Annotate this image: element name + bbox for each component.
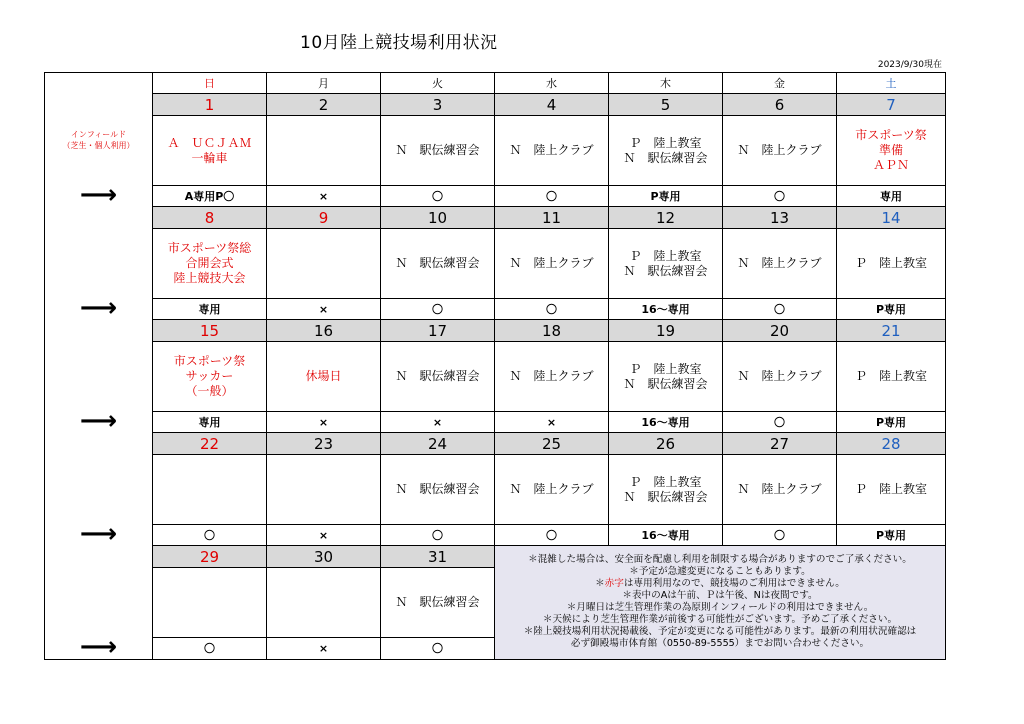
infield-status: 〇 bbox=[381, 186, 495, 207]
day-number: 29 bbox=[153, 546, 267, 568]
side-cell bbox=[45, 342, 153, 412]
activity-cell bbox=[267, 229, 381, 299]
infield-status: 専用 bbox=[153, 299, 267, 320]
note-text: ＊表中のAは午前、Ｐは午後、Nは夜間です。 bbox=[622, 590, 818, 602]
note-text: ＊予定が急遽変更になることもあります。 bbox=[629, 566, 811, 578]
activity-line: Ｎ 駅伝練習会 bbox=[623, 489, 708, 504]
activity-cell bbox=[609, 116, 723, 186]
weekday-header: 日 bbox=[153, 73, 267, 94]
activity-cell bbox=[495, 229, 609, 299]
activity-line: Ｎ 陸上クラブ bbox=[509, 256, 594, 270]
weekday-header: 月 bbox=[267, 73, 381, 94]
activity-line: 市スポーツ祭 bbox=[173, 354, 246, 368]
activity-line: 市スポーツ祭 bbox=[855, 128, 927, 142]
activity-line: サッカー bbox=[185, 369, 234, 383]
activity-cell bbox=[267, 568, 381, 638]
infield-status: × bbox=[267, 299, 381, 320]
infield-status: 専用 bbox=[153, 412, 267, 433]
side-cell bbox=[45, 455, 153, 525]
right-arrow-icon: ⟶ bbox=[79, 185, 118, 207]
day-number: 3 bbox=[381, 94, 495, 116]
day-number: 2 bbox=[267, 94, 381, 116]
note-line bbox=[499, 626, 941, 638]
activity-line: Ｎ 駅伝練習会 bbox=[623, 150, 708, 165]
right-arrow-icon: ⟶ bbox=[79, 637, 118, 659]
activity-line: Ｎ 駅伝練習会 bbox=[395, 256, 480, 270]
infield-status: 16～専用 bbox=[609, 299, 723, 320]
side-cell bbox=[45, 320, 153, 342]
activity-line: Ｐ 陸上教室 bbox=[629, 248, 702, 263]
activity-line: Ｎ 陸上クラブ bbox=[737, 369, 822, 383]
activity-line: Ｐ 陸上教室 bbox=[629, 361, 702, 376]
side-cell bbox=[45, 568, 153, 638]
infield-status: P専用 bbox=[609, 186, 723, 207]
activity-line: （一般） bbox=[185, 384, 234, 398]
infield-label: インフィールド bbox=[70, 129, 127, 139]
note-highlight: 赤字 bbox=[604, 578, 624, 590]
activity-cell bbox=[495, 455, 609, 525]
activity-cell bbox=[381, 342, 495, 412]
day-number: 25 bbox=[495, 433, 609, 455]
right-arrow-icon: ⟶ bbox=[79, 298, 118, 320]
activity-cell bbox=[267, 455, 381, 525]
activity-line: Ｎ 陸上クラブ bbox=[737, 256, 822, 270]
day-number: 16 bbox=[267, 320, 381, 342]
day-number: 21 bbox=[837, 320, 946, 342]
activity-cell bbox=[723, 116, 837, 186]
page-title: 10月陸上競技場利用状況 bbox=[300, 33, 498, 53]
arrow-cell bbox=[45, 412, 153, 433]
activity-cell bbox=[381, 455, 495, 525]
day-number: 17 bbox=[381, 320, 495, 342]
activity-line: 準備 bbox=[878, 143, 903, 157]
right-arrow-icon: ⟶ bbox=[79, 411, 118, 433]
weekday-header: 水 bbox=[495, 73, 609, 94]
activity-cell bbox=[837, 342, 946, 412]
activity-line: Ｎ 陸上クラブ bbox=[737, 482, 822, 496]
activity-cell bbox=[609, 229, 723, 299]
note-line bbox=[499, 554, 941, 566]
day-number: 8 bbox=[153, 207, 267, 229]
activity-line: 一輪車 bbox=[191, 150, 228, 165]
activity-cell bbox=[153, 455, 267, 525]
infield-status: 〇 bbox=[153, 638, 267, 660]
activity-cell bbox=[609, 342, 723, 412]
activity-cell bbox=[381, 229, 495, 299]
infield-status: 〇 bbox=[723, 412, 837, 433]
infield-status: × bbox=[267, 638, 381, 660]
note-line bbox=[499, 614, 941, 626]
infield-status: 〇 bbox=[495, 299, 609, 320]
note-text: ＊天候により芝生管理作業が前後する可能性がございます。予めご了承ください。 bbox=[542, 614, 898, 626]
day-number: 28 bbox=[837, 433, 946, 455]
infield-status: × bbox=[495, 412, 609, 433]
activity-line: Ｎ 陸上クラブ bbox=[509, 369, 594, 383]
activity-line: 合開会式 bbox=[185, 256, 234, 270]
activity-line: Ｐ 陸上教室 bbox=[854, 482, 927, 496]
infield-status: P専用 bbox=[837, 412, 946, 433]
day-number: 18 bbox=[495, 320, 609, 342]
right-arrow-icon: ⟶ bbox=[79, 524, 118, 546]
activity-cell bbox=[495, 116, 609, 186]
activity-cell bbox=[381, 568, 495, 638]
activity-cell bbox=[153, 342, 267, 412]
note-text: は専用利用なので、競技場のご利用はできません。 bbox=[623, 578, 845, 590]
activity-cell bbox=[495, 342, 609, 412]
day-number: 11 bbox=[495, 207, 609, 229]
activity-line: Ｐ 陸上教室 bbox=[854, 369, 927, 383]
side-cell bbox=[45, 546, 153, 568]
infield-status: P専用 bbox=[837, 299, 946, 320]
note-line bbox=[499, 638, 941, 650]
weekday-header: 火 bbox=[381, 73, 495, 94]
side-cell bbox=[45, 433, 153, 455]
note-text: ＊月曜日は芝生管理作業の為原則インフィールドの利用はできません。 bbox=[566, 602, 874, 614]
day-number: 6 bbox=[723, 94, 837, 116]
activity-line: Ｐ 陸上教室 bbox=[854, 256, 927, 270]
activity-line: Ｎ 駅伝練習会 bbox=[395, 369, 480, 383]
arrow-cell bbox=[45, 638, 153, 660]
activity-line: Ｎ 駅伝練習会 bbox=[623, 263, 708, 278]
activity-cell bbox=[267, 116, 381, 186]
day-number: 27 bbox=[723, 433, 837, 455]
day-number: 19 bbox=[609, 320, 723, 342]
activity-cell bbox=[609, 455, 723, 525]
infield-status: A専用P〇 bbox=[153, 186, 267, 207]
infield-status: 専用 bbox=[837, 186, 946, 207]
day-number: 9 bbox=[267, 207, 381, 229]
activity-line: ＡＰＮ bbox=[872, 158, 909, 172]
infield-status: × bbox=[267, 186, 381, 207]
activity-line: Ｎ 陸上クラブ bbox=[509, 143, 594, 157]
day-number: 1 bbox=[153, 94, 267, 116]
infield-status: 〇 bbox=[381, 525, 495, 546]
weekday-header: 土 bbox=[837, 73, 946, 94]
activity-line: Ｎ 駅伝練習会 bbox=[395, 595, 480, 609]
activity-line: Ｐ 陸上教室 bbox=[629, 474, 702, 489]
activity-cell bbox=[723, 342, 837, 412]
activity-cell bbox=[267, 342, 381, 412]
day-number: 12 bbox=[609, 207, 723, 229]
activity-line: Ｐ 陸上教室 bbox=[629, 135, 702, 150]
calendar-table bbox=[44, 72, 946, 660]
day-number: 30 bbox=[267, 546, 381, 568]
infield-status: 〇 bbox=[495, 186, 609, 207]
arrow-cell bbox=[45, 525, 153, 546]
day-number: 7 bbox=[837, 94, 946, 116]
activity-line: Ｎ 陸上クラブ bbox=[737, 143, 822, 157]
activity-line: Ｎ 駅伝練習会 bbox=[395, 143, 480, 157]
day-number: 10 bbox=[381, 207, 495, 229]
as-of-date: 2023/9/30現在 bbox=[877, 60, 942, 70]
infield-status: 〇 bbox=[723, 525, 837, 546]
infield-status: 〇 bbox=[723, 299, 837, 320]
day-number: 14 bbox=[837, 207, 946, 229]
activity-line: Ｎ 陸上クラブ bbox=[509, 482, 594, 496]
note-text: ＊ bbox=[595, 578, 605, 590]
side-cell bbox=[45, 207, 153, 229]
activity-cell bbox=[723, 229, 837, 299]
notes-box bbox=[495, 546, 946, 660]
day-number: 24 bbox=[381, 433, 495, 455]
infield-status: × bbox=[267, 525, 381, 546]
day-number: 13 bbox=[723, 207, 837, 229]
weekday-header: 金 bbox=[723, 73, 837, 94]
day-number: 15 bbox=[153, 320, 267, 342]
infield-label: （芝生・個人利用） bbox=[62, 140, 135, 150]
infield-status: 〇 bbox=[723, 186, 837, 207]
weekday-header: 木 bbox=[609, 73, 723, 94]
activity-cell bbox=[837, 116, 946, 186]
note-line bbox=[499, 602, 941, 614]
day-number: 20 bbox=[723, 320, 837, 342]
day-number: 4 bbox=[495, 94, 609, 116]
day-number: 23 bbox=[267, 433, 381, 455]
infield-status: 〇 bbox=[381, 638, 495, 660]
side-header-cell bbox=[45, 73, 153, 94]
activity-line: 陸上競技大会 bbox=[173, 271, 246, 285]
activity-line: 休場日 bbox=[305, 369, 342, 383]
infield-status: 16～専用 bbox=[609, 412, 723, 433]
note-line bbox=[499, 566, 941, 578]
day-number: 22 bbox=[153, 433, 267, 455]
infield-status: 〇 bbox=[381, 299, 495, 320]
note-text: ＊混雑した場合は、安全面を配慮し利用を制限する場合がありますのでご了承ください。 bbox=[528, 554, 912, 566]
infield-status: P専用 bbox=[837, 525, 946, 546]
note-line bbox=[499, 590, 941, 602]
infield-status: × bbox=[267, 412, 381, 433]
infield-status: 〇 bbox=[153, 525, 267, 546]
day-number: 26 bbox=[609, 433, 723, 455]
day-number: 31 bbox=[381, 546, 495, 568]
side-cell bbox=[45, 94, 153, 186]
activity-line: 市スポーツ祭総 bbox=[167, 241, 252, 255]
activity-cell bbox=[381, 116, 495, 186]
note-text: 必ず御殿場市体育館（0550-89-5555）までお問い合わせください。 bbox=[570, 638, 870, 650]
arrow-cell bbox=[45, 186, 153, 207]
infield-status: × bbox=[381, 412, 495, 433]
note-text: ＊陸上競技場利用状況掲載後、予定が変更になる可能性があります。最新の利用状況確認は bbox=[523, 626, 917, 638]
activity-cell bbox=[723, 455, 837, 525]
arrow-cell bbox=[45, 299, 153, 320]
activity-cell bbox=[153, 568, 267, 638]
activity-cell bbox=[837, 229, 946, 299]
infield-status: 〇 bbox=[495, 525, 609, 546]
activity-line: Ｎ 駅伝練習会 bbox=[623, 376, 708, 391]
activity-line: Ｎ 駅伝練習会 bbox=[395, 482, 480, 496]
side-cell bbox=[45, 229, 153, 299]
activity-cell bbox=[153, 229, 267, 299]
activity-cell bbox=[153, 116, 267, 186]
activity-line: Ａ ＵＣＪＡＭ bbox=[167, 135, 252, 150]
activity-cell bbox=[837, 455, 946, 525]
day-number: 5 bbox=[609, 94, 723, 116]
infield-status: 16～専用 bbox=[609, 525, 723, 546]
note-line bbox=[499, 578, 941, 590]
